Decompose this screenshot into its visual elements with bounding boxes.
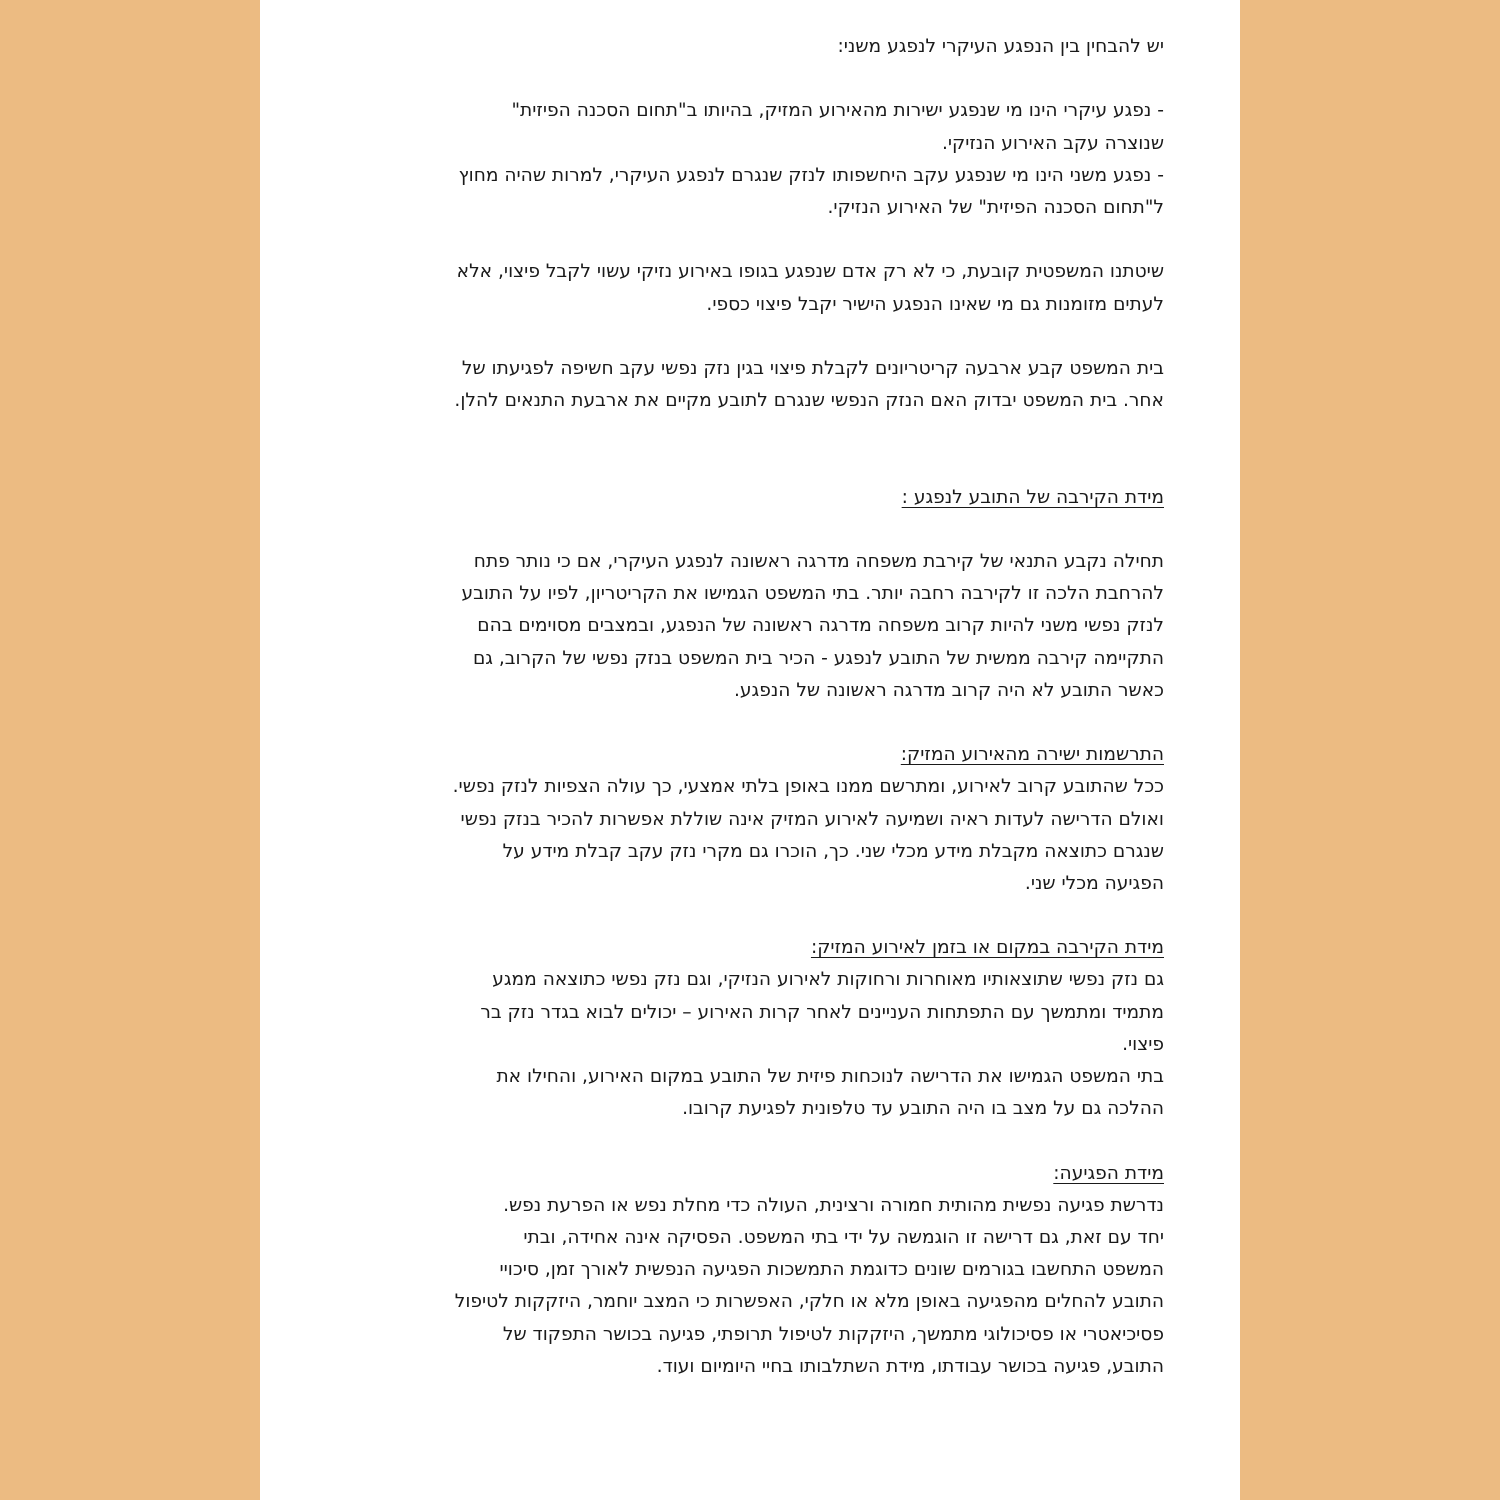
spacer [328, 224, 1164, 256]
court-criteria-line: בית המשפט קבע ארבעה קריטריונים לקבלת פיצוי בגין נזק נפשי עקב חשיפה לפגיעתו של [461, 357, 1164, 379]
section3-line: מתמיד ומתמשך עם התפתחות העניינים לאחר קרות האירוע – יכולים לבוא בגדר נזק בר [480, 1001, 1164, 1023]
section4-line: יחד עם זאת, גם דרישה זו הוגמשה על ידי בתי המשפט. הפסיקה אינה אחידה, ובתי [523, 1226, 1164, 1248]
spacer [328, 321, 1164, 353]
document-text [328, 31, 1164, 1383]
spacer [328, 514, 1164, 546]
section4-line: נדרשת פגיעה נפשית מהותית חמורה ורצינית, העולה כדי מחלת נפש או הפרעת נפש. [503, 1194, 1164, 1216]
primary-victim-line: - נפגע עיקרי הינו מי שנפגע ישירות מהאירוע המזיק, בהיותו ב"תחום הסכנה הפיזית" [511, 100, 1164, 122]
primary-victim-line: שנוצרה עקב האירוע הנזיקי. [941, 132, 1164, 154]
legal-system-line: לעתים מזומנות גם מי שאינו הנפגע הישיר יקבל פיצוי כספי. [706, 293, 1164, 315]
spacer [328, 1125, 1164, 1157]
spacer [328, 900, 1164, 932]
section3-line: גם נזק נפשי שתוצאותיו מאוחרות ורחוקות לאירוע הנזיקי, וגם נזק נפשי כתוצאה ממגע [492, 969, 1164, 991]
secondary-victim-line: - נפגע משני הינו מי שנפגע עקב היחשפותו לנזק שנגרם לנפגע העיקרי, למרות שהיה מחוץ [458, 164, 1164, 186]
section-heading-severity: מידת הפגיעה: [1053, 1162, 1164, 1184]
secondary-victim-line: ל"תחום הסכנה הפיזית" של האירוע הנזיקי. [827, 196, 1164, 218]
section4-line: המשפט התחשבו בגורמים שונים כדוגמת התמשכות הפגיעה הנפשית לאורך זמן, סיכויי [499, 1259, 1164, 1281]
section1-line: כאשר התובע לא היה קרוב מדרגה ראשונה של הנפגע. [734, 679, 1164, 701]
section4-line: התובע להחלים מהפגיעה באופן מלא או חלקי, האפשרות כי המצב יוחמר, היזקקות לטיפול [454, 1291, 1164, 1313]
section2-line: שנגרם כתוצאה מקבלת מידע מכלי שני. כך, הוכרו גם מקרי נזק עקב קבלת מידע על [502, 840, 1164, 862]
section3-line: ההלכה גם על מצב בו היה התובע עד טלפונית לפגיעת קרובו. [682, 1098, 1164, 1120]
section1-line: להרחבת הלכה זו לקירבה רחבה יותר. בתי המשפט הגמישו את הקריטריון, לפיו על התובע [461, 583, 1164, 605]
section2-line: הפגיעה מכלי שני. [1024, 872, 1164, 894]
section-heading-proximity: מידת הקירבה של התובע לנפגע : [901, 486, 1164, 508]
section1-line: תחילה נקבע התנאי של קירבת משפחה מדרגה ראשונה לנפגע העיקרי, אם כי נותר פתח [473, 551, 1164, 573]
section2-line: ואולם הדרישה לעדות ראיה ושמיעה לאירוע המזיק אינה שוללת אפשרות להכיר בנזק נפשי [460, 808, 1164, 830]
intro-line: יש להבחין בין הנפגע העיקרי לנפגע משני: [837, 36, 1164, 57]
section4-line: התובע, פגיעה בכושר עבודתו, מידת השתלבותו בחיי היומיום ועוד. [656, 1355, 1164, 1377]
spacer [328, 707, 1164, 739]
section3-line: פיצוי. [1122, 1033, 1164, 1055]
section3-line: בתי המשפט הגמישו את הדרישה לנוכחות פיזית של התובע במקום האירוע, והחילו את [496, 1066, 1164, 1088]
document-page [260, 0, 1240, 1500]
court-criteria-line: אחר. בית המשפט יבדוק האם הנזק הנפשי שנגרם לתובע מקיים את ארבעת התנאים להלן. [454, 390, 1164, 412]
section1-line: לנזק נפשי משני להיות קרוב משפחה מדרגה ראשונה של הנפגע, ובמצבים מסוימים בהם [477, 615, 1164, 637]
section4-line: פסיכיאטרי או פסיכולוגי מתמשך, היזקקות לטיפול תרופתי, פגיעה בכושר התפקוד של [502, 1323, 1164, 1345]
spacer [328, 63, 1164, 95]
section1-line: התקיימה קירבה ממשית של התובע לנפגע - הכיר בית המשפט בנזק נפשי של הקרוב, גם [472, 647, 1164, 669]
spacer [328, 417, 1164, 481]
section2-line: ככל שהתובע קרוב לאירוע, ומתרשם ממנו באופן בלתי אמצעי, כך עולה הצפיות לנזק נפשי. [452, 776, 1164, 798]
legal-system-line: שיטתנו המשפטית קובעת, כי לא רק אדם שנפגע בגופו באירוע נזיקי עשוי לקבל פיצוי, אלא [456, 261, 1164, 283]
section-heading-direct-impression: התרשמות ישירה מהאירוע המזיק: [900, 744, 1164, 766]
section-heading-place-time: מידת הקירבה במקום או בזמן לאירוע המזיק: [810, 937, 1164, 959]
